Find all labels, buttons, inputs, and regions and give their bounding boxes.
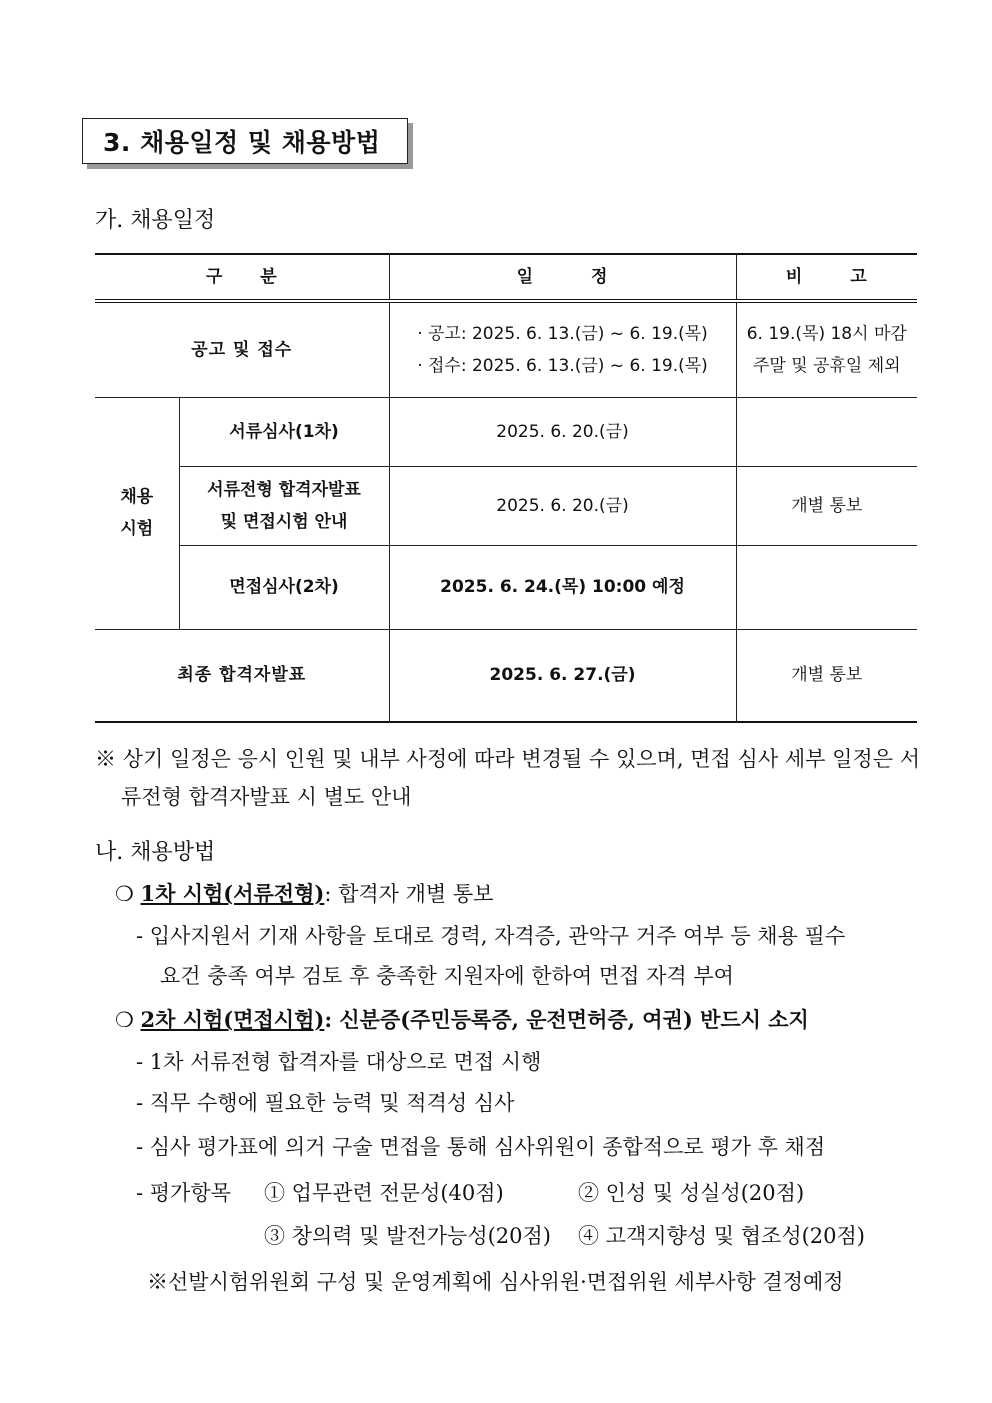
header-category: 구 분 <box>95 254 389 301</box>
row-notice-schedule <box>389 301 736 397</box>
receipt-schedule-line: · 접수: 2025. 6. 13.(금) ~ 6. 19.(목) <box>417 355 708 376</box>
table-header-row <box>95 254 917 301</box>
row-doc-review-schedule: 2025. 6. 20.(금) <box>389 397 736 466</box>
table-row <box>95 629 917 722</box>
second-exam-item-3: - 심사 평가표에 의거 구술 면접을 통해 심사위원이 종합적으로 평가 후 채점 <box>136 1135 826 1159</box>
schedule-table <box>95 253 917 723</box>
eval-item-4: ④ 고객지향성 및 협조성(20점) <box>578 1224 865 1248</box>
row-doc-result-label <box>179 466 389 545</box>
schedule-change-note: ※ 상기 일정은 응시 인원 및 내부 사정에 따라 변경될 수 있으며, 면접 심사 세부 일정은 서류전형 합격자발표 시 별도 안내 <box>95 747 920 809</box>
eval-item-2: ② 인성 및 성실성(20점) <box>578 1181 805 1205</box>
subsection-a-title: 가. 채용일정 <box>95 208 216 233</box>
doc-result-label-line1: 서류전형 합격자발표 <box>207 479 361 500</box>
row-doc-result-schedule: 2025. 6. 20.(금) <box>389 466 736 545</box>
table-row <box>95 301 917 397</box>
eval-item-3: ③ 창의력 및 발전가능성(20점) <box>264 1224 551 1248</box>
row-interview-label: 면접심사(2차) <box>179 545 389 629</box>
table-row <box>95 466 917 545</box>
first-exam-desc-2: 요건 충족 여부 검토 후 충족한 지원자에 한하여 면접 자격 부여 <box>160 964 734 988</box>
section-title-box <box>82 118 408 164</box>
committee-footnote: ※선발시험위원회 구성 및 운영계획에 심사위원·면접위원 세부사항 결정예정 <box>147 1270 844 1294</box>
row-doc-review-label: 서류심사(1차) <box>179 397 389 466</box>
first-exam-suffix: : 합격자 개별 통보 <box>324 882 494 906</box>
row-doc-review-note <box>736 397 917 466</box>
subsection-b-title: 나. 채용방법 <box>95 840 216 865</box>
circle-bullet-icon: ❍ <box>115 882 134 906</box>
row-final-label: 최종 합격자발표 <box>95 629 389 722</box>
row-doc-result-note: 개별 통보 <box>736 466 917 545</box>
first-exam-title: 1차 시험(서류전형) <box>140 881 325 906</box>
eval-label: - 평가항목 <box>136 1181 231 1205</box>
table-row <box>95 545 917 629</box>
first-exam-desc-1: - 입사지원서 기재 사항을 토대로 경력, 자격증, 관악구 거주 여부 등 채용 필수 <box>136 924 846 948</box>
deadline-note: 6. 19.(목) 18시 마감 <box>746 323 907 344</box>
table-row <box>95 397 917 466</box>
header-schedule: 일 정 <box>389 254 736 301</box>
row-notice-note <box>736 301 917 397</box>
circle-bullet-icon: ❍ <box>115 1008 134 1032</box>
second-exam-item-1: - 1차 서류전형 합격자를 대상으로 면접 시행 <box>136 1050 542 1074</box>
second-exam-title: 2차 시험(면접시험) <box>140 1007 325 1032</box>
section-title: 3. 채용일정 및 채용방법 <box>103 128 381 157</box>
header-note: 비 고 <box>736 254 917 301</box>
holiday-note: 주말 및 공휴일 제외 <box>752 355 901 376</box>
row-interview-note <box>736 545 917 629</box>
second-exam-line <box>115 1004 809 1034</box>
row-final-note: 개별 통보 <box>736 629 917 722</box>
first-exam-line <box>115 878 493 908</box>
row-final-schedule: 2025. 6. 27.(금) <box>389 629 736 722</box>
second-exam-suffix: : 신분증(주민등록증, 운전면허증, 여권) 반드시 소지 <box>324 1007 809 1032</box>
row-notice-label: 공고 및 접수 <box>95 301 389 397</box>
eval-item-1: ① 업무관련 전문성(40점) <box>264 1181 504 1205</box>
doc-result-label-line2: 및 면접시험 안내 <box>220 511 348 532</box>
second-exam-item-2: - 직무 수행에 필요한 능력 및 적격성 심사 <box>136 1091 515 1115</box>
exam-group-label: 채용 시험 <box>95 397 179 629</box>
row-interview-schedule: 2025. 6. 24.(목) 10:00 예정 <box>389 545 736 629</box>
notice-schedule-line: · 공고: 2025. 6. 13.(금) ~ 6. 19.(목) <box>417 323 708 344</box>
